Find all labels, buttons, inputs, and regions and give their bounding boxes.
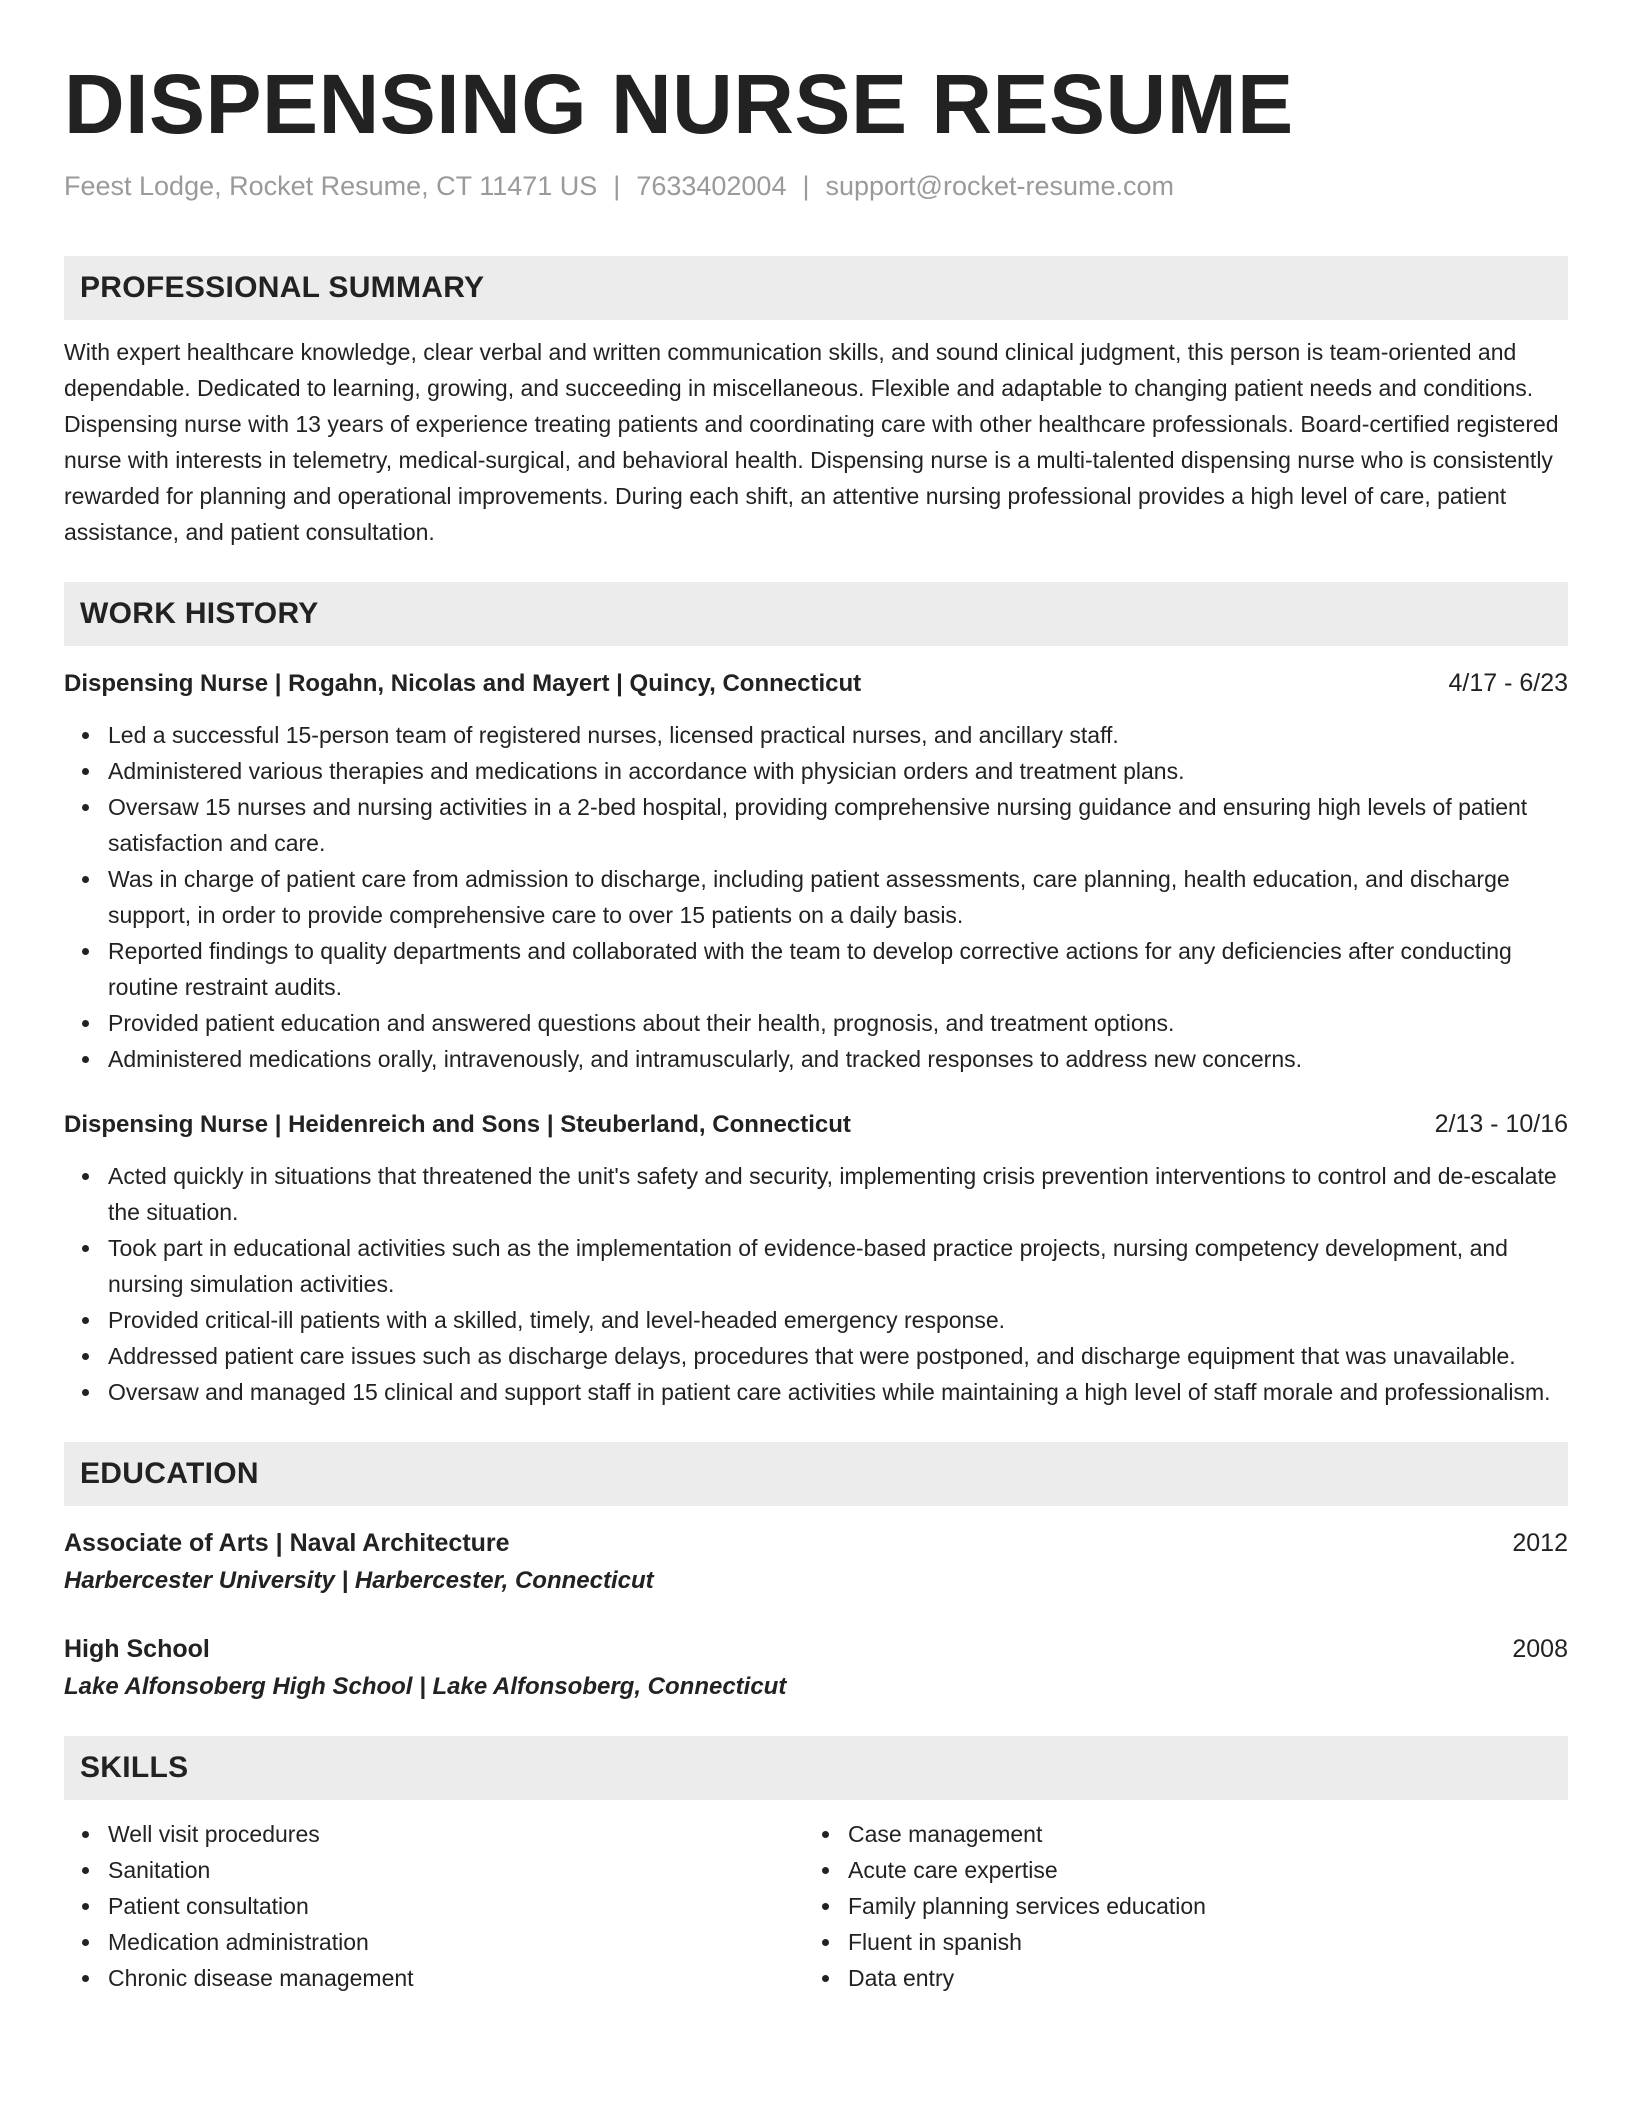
- job-bullet: Oversaw and managed 15 clinical and support staff in patient care activities while maintaining a high level of staff morale and professionalism.: [64, 1374, 1568, 1410]
- skill-item: Sanitation: [64, 1852, 804, 1888]
- education-degree: High School: [64, 1635, 210, 1663]
- contact-separator: |: [802, 171, 810, 201]
- job-header: [64, 666, 1568, 701]
- skill-item: Data entry: [804, 1960, 1544, 1996]
- skill-item: Case management: [804, 1816, 1544, 1852]
- education-entry: [64, 1630, 1568, 1706]
- contact-line: [64, 166, 1568, 206]
- job-bullet: Oversaw 15 nurses and nursing activities in a 2-bed hospital, providing comprehensive nursing guidance and ensuring high levels of patient satisfaction and care.: [64, 789, 1568, 861]
- education-degree: Associate of Arts | Naval Architecture: [64, 1529, 510, 1557]
- skill-item: Well visit procedures: [64, 1816, 804, 1852]
- job-dates: 2/13 - 10/16: [1434, 1110, 1568, 1138]
- job-dates: 4/17 - 6/23: [1448, 669, 1568, 697]
- job-bullet: Reported findings to quality departments and collaborated with the team to develop corrective actions for any deficiencies after conducting routine restraint audits.: [64, 933, 1568, 1005]
- education-school: Harbercester University | Harbercester, Connecticut: [64, 1567, 654, 1594]
- education-school: Lake Alfonsoberg High School | Lake Alfonsoberg, Connecticut: [64, 1673, 787, 1700]
- skills-column-left: [64, 1816, 804, 1996]
- skills-list: [64, 1816, 1568, 1996]
- job-entry: [64, 666, 1568, 1077]
- skill-item: Medication administration: [64, 1924, 804, 1960]
- skill-item: Fluent in spanish: [804, 1924, 1544, 1960]
- section-heading-skills: SKILLS: [64, 1736, 1568, 1800]
- section-heading-education: EDUCATION: [64, 1442, 1568, 1506]
- job-bullet: Addressed patient care issues such as discharge delays, procedures that were postponed, and discharge equipment that was unavailable.: [64, 1338, 1568, 1374]
- job-bullet: Administered medications orally, intravenously, and intramuscularly, and tracked responses to address new concerns.: [64, 1041, 1568, 1077]
- resume-title: DISPENSING NURSE RESUME: [64, 57, 1294, 151]
- education-year: 2008: [1512, 1635, 1568, 1663]
- job-bullets: [64, 1158, 1568, 1410]
- skill-item: Patient consultation: [64, 1888, 804, 1924]
- job-bullet: Acted quickly in situations that threatened the unit's safety and security, implementing crisis prevention interventions to control and de-escalate the situation.: [64, 1158, 1568, 1230]
- job-title: Dispensing Nurse | Rogahn, Nicolas and Mayert | Quincy, Connecticut: [64, 670, 862, 697]
- skill-item: Acute care expertise: [804, 1852, 1544, 1888]
- job-bullet: Was in charge of patient care from admission to discharge, including patient assessments, care planning, health education, and discharge support, in order to provide comprehensive care to over 15 patients on a daily basis.: [64, 861, 1568, 933]
- skill-item: Chronic disease management: [64, 1960, 804, 1996]
- job-header: [64, 1107, 1568, 1142]
- job-bullet: Led a successful 15-person team of registered nurses, licensed practical nurses, and ancillary staff.: [64, 717, 1568, 753]
- skill-item: Family planning services education: [804, 1888, 1544, 1924]
- job-bullets: [64, 717, 1568, 1077]
- education-header: [64, 1630, 1568, 1668]
- summary-text: With expert healthcare knowledge, clear verbal and written communication skills, and sound clinical judgment, this person is team-oriented and dependable. Dedicated to learning, growing, and succeeding in miscellaneous. Flexible and adaptable to changing patient needs and conditions. Dispensing nurse with 13 years of experience treating patients and coordinating care with other healthcare professionals. Board-certified registered nurse with interests in telemetry, medical-surgical, and behavioral health. Dispensing nurse is a multi-talented dispensing nurse who is consistently rewarded for planning and operational improvements. During each shift, an attentive nursing professional provides a high level of care, patient assistance, and patient consultation.: [64, 339, 1559, 545]
- job-bullet: Took part in educational activities such as the implementation of evidence-based practice projects, nursing competency development, and nursing simulation activities.: [64, 1230, 1568, 1302]
- job-bullet: Administered various therapies and medications in accordance with physician orders and treatment plans.: [64, 753, 1568, 789]
- contact-email: support@rocket-resume.com: [825, 171, 1175, 201]
- education-year: 2012: [1512, 1529, 1568, 1557]
- job-entry: [64, 1107, 1568, 1410]
- contact-separator: |: [613, 171, 621, 201]
- job-bullet: Provided critical-ill patients with a skilled, timely, and level-headed emergency response.: [64, 1302, 1568, 1338]
- education-header: [64, 1524, 1568, 1562]
- job-bullet: Provided patient education and answered questions about their health, prognosis, and treatment options.: [64, 1005, 1568, 1041]
- skills-column-right: [804, 1816, 1544, 1996]
- job-title: Dispensing Nurse | Heidenreich and Sons | Steuberland, Connecticut: [64, 1111, 851, 1138]
- education-entry: [64, 1524, 1568, 1600]
- contact-address: Feest Lodge, Rocket Resume, CT 11471 US: [64, 171, 598, 201]
- section-heading-summary: PROFESSIONAL SUMMARY: [64, 256, 1568, 320]
- section-heading-work-history: WORK HISTORY: [64, 582, 1568, 646]
- contact-phone: 7633402004: [636, 171, 787, 201]
